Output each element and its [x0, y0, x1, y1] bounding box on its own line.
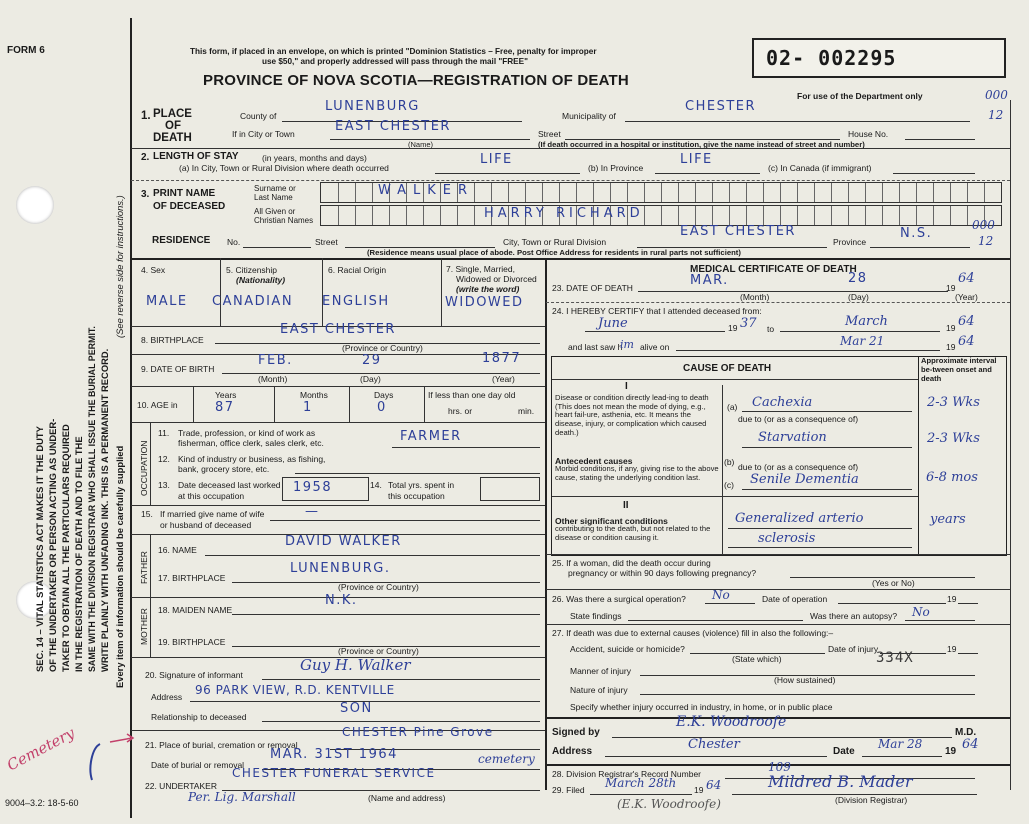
q25-label-2: pregnancy or within 90 days following pregnancy?: [568, 568, 757, 578]
mother-side-div: [150, 597, 151, 657]
q29-label: 29. Filed: [552, 785, 585, 795]
dob-day-label: (Day): [360, 374, 381, 384]
other-1-value: Generalized arterio: [735, 511, 864, 526]
undertaker-value: CHESTER FUNERAL SERVICE: [232, 766, 436, 780]
op-year-line: [958, 603, 978, 604]
dob-month-label: (Month): [258, 374, 288, 384]
citizen-label-2: (Nationality): [236, 275, 286, 285]
cause-b-label: (b): [724, 457, 735, 467]
address-value: Chester: [688, 737, 740, 752]
city-label: If in City or Town: [232, 129, 295, 139]
mail-notice-1: This form, if placed in an envelope, on which is printed "Dominion Statistics – Free, penalty for improper: [190, 47, 597, 56]
marital-label-3: (write the word): [456, 284, 520, 294]
spouse-label-1: If married give name of wife: [160, 509, 265, 519]
stay-b-line: [655, 173, 760, 174]
birthplace-value: EAST CHESTER: [280, 322, 396, 337]
marital-value: WIDOWED: [445, 295, 524, 310]
father-name-label: 16. NAME: [158, 545, 197, 555]
residence-no-label: No.: [227, 237, 241, 247]
occ-side-div: [150, 422, 151, 505]
age-months-label: Months: [300, 390, 328, 400]
q23-year-label: (Year): [955, 292, 978, 302]
injury-year-prefix: 19: [947, 644, 957, 654]
house-label: House No.: [848, 129, 889, 139]
footer-code: 9004–3.2: 18-5-60: [5, 798, 79, 808]
dept-use-label: For use of the Department only: [797, 91, 923, 101]
q13-box: [282, 477, 369, 501]
autopsy-line: [905, 620, 975, 621]
date-year-value: 64: [962, 737, 979, 752]
nature-label: Nature of injury: [570, 685, 628, 695]
mid-divider: [545, 258, 547, 790]
place-num: 1.: [141, 110, 151, 122]
margin-arrow-icon: [80, 728, 140, 788]
place-label-3: DEATH: [153, 132, 192, 144]
stay-c-line: [893, 173, 975, 174]
cause-a-interval: 2-3 Wks: [927, 395, 980, 410]
father-side-div: [150, 534, 151, 597]
mother-maiden-label: 18. MAIDEN NAME: [158, 605, 233, 615]
q24-from-year: 37: [740, 316, 757, 331]
racial-value: ENGLISH: [322, 294, 390, 309]
q14-box: [480, 477, 540, 501]
stay-c-label: (c) In Canada (if immigrant): [768, 163, 872, 173]
residence-province-label: Province: [833, 237, 867, 247]
q26-value: No: [712, 588, 730, 602]
residence-city-value: EAST CHESTER: [680, 224, 796, 239]
father-birth-label: 17. BIRTHPLACE: [158, 573, 226, 583]
other-line-2: [728, 547, 912, 548]
stay-b-label: (b) In Province: [588, 163, 644, 173]
surname-value: WALKER: [378, 183, 475, 198]
registration-number-box: [752, 38, 1006, 78]
side-instructions-4: IN THE REGISTRATION OF DEATH AND TO FILE THE: [73, 436, 84, 672]
age-years-label: Years: [215, 390, 237, 400]
q24-to-value: March: [845, 314, 888, 329]
place-label-2: OF: [165, 120, 181, 132]
residence-city-label: City, Town or Rural Division: [503, 237, 607, 247]
record-stamp: 334X: [876, 650, 914, 666]
state-which-label: (State which): [732, 654, 782, 664]
last-saw-line: [676, 350, 940, 351]
cause-c-value: Senile Dementia: [750, 472, 859, 487]
spouse-label-2: or husband of deceased: [160, 520, 252, 530]
cause-a-value: Cachexia: [752, 395, 813, 410]
roman-1: I: [625, 381, 628, 392]
antecedent-label: Antecedent causes: [555, 456, 633, 466]
residence-label: RESIDENCE: [152, 235, 211, 246]
q23-day-value: 28: [848, 271, 868, 286]
min-label: min.: [518, 406, 535, 416]
county-value: LUNENBURG: [325, 99, 420, 114]
q29-value: March 28th: [605, 776, 677, 790]
age-days-value: 0: [377, 400, 387, 415]
hrs-label: hrs. or: [448, 406, 473, 416]
cause-header: CAUSE OF DEATH: [683, 363, 772, 374]
sep-8: [131, 505, 545, 506]
cause-a-label: (a): [727, 402, 738, 412]
mother-birth-note: (Province or Country): [338, 646, 419, 656]
page-title: PROVINCE OF NOVA SCOTIA—REGISTRATION OF DEATH: [203, 72, 629, 89]
registrar-signature: Mildred B. Mader: [768, 772, 913, 791]
residence-street-label: Street: [315, 237, 338, 247]
q14-label-1: Total yrs. spent in: [388, 480, 455, 490]
stay-a-label: (a) In City, Town or Rural Division where death occurred: [179, 163, 389, 173]
burial-date-label: Date of burial or removal: [151, 760, 245, 770]
q23-label: 23. DATE OF DEATH: [552, 283, 633, 293]
due-to-1: due to (or as a consequence of): [738, 414, 859, 424]
informant-addr-label: Address: [151, 692, 183, 702]
age-days-label: Days: [374, 390, 394, 400]
q23-year-value: 64: [958, 271, 975, 286]
birthplace-label: 8. BIRTHPLACE: [141, 335, 204, 345]
cause-b-value: Starvation: [758, 430, 827, 445]
informant-sig-label: 20. Signature of informant: [145, 670, 243, 680]
antecedent-note: Morbid conditions, if any, giving rise to the above cause, stating the underlying condition last.: [555, 464, 719, 482]
q23-day-label: (Day): [848, 292, 869, 302]
name-num: 3.: [141, 189, 150, 200]
dob-day-value: 29: [362, 353, 382, 368]
side-instructions-5: SAME WITH THE DIVISION REGISTRAR WHO SHALL ISSUE THE BURIAL PERMIT.: [87, 326, 97, 672]
stay-b-value: LIFE: [680, 152, 713, 167]
dob-label: 9. DATE OF BIRTH: [141, 364, 215, 374]
date-line: [862, 756, 942, 757]
stay-a-line: [435, 173, 580, 174]
other-note: contributing to the death, but not related to the disease or condition causing it.: [555, 524, 711, 542]
street-label: Street: [538, 129, 561, 139]
last-saw-label: and last saw h: [568, 342, 623, 352]
op-date-label: Date of operation: [762, 594, 828, 604]
given-names-value: HARRY RICHARD: [484, 206, 644, 221]
q23-month-value: MAR.: [690, 273, 729, 288]
informant-rel-line: [262, 721, 540, 722]
sex-label: 4. Sex: [141, 265, 166, 275]
res-prov-line: [870, 247, 970, 248]
q24-label: 24. I HEREBY CERTIFY that I attended deceased from:: [552, 306, 762, 316]
q13-label-1: Date deceased last worked: [178, 480, 281, 490]
disease-label: Disease or condition directly lead-ing to death (This does not mean the mode of dying, e.g., heart fail-ure, asthenia, etc. It means the disease, injury, or complication which caused death.): [555, 393, 709, 437]
date-value: Mar 28: [878, 737, 923, 751]
county-label: County of: [240, 111, 277, 121]
q24-from-value: June: [598, 316, 628, 331]
q12-line: [295, 473, 540, 474]
cause-sep-2: [552, 496, 918, 497]
stay-units: (in years, months and days): [262, 153, 367, 163]
occupation-side-label: OCCUPATION: [139, 440, 149, 496]
roman-2: II: [623, 500, 629, 511]
last-saw-nineteen: 19: [946, 342, 956, 352]
birthplace-note: (Province or Country): [342, 343, 423, 353]
dob-month-value: FEB.: [258, 353, 293, 368]
op-year-prefix: 19: [947, 594, 957, 604]
registrar-label: (Division Registrar): [835, 795, 908, 805]
q23-month-label: (Month): [740, 292, 770, 302]
stay-label: LENGTH OF STAY: [153, 151, 239, 162]
address-label: Address: [552, 746, 593, 757]
side-instructions-8: (See reverse side for instructions.): [114, 195, 125, 338]
address-line: [605, 756, 827, 757]
municipality-line: [625, 121, 970, 122]
side-instructions-1: SEC. 14 – VITAL STATISTICS ACT MAKES IT THE DUTY: [34, 426, 45, 672]
municipality-value: CHESTER: [685, 99, 757, 114]
municipality-label: Municipality of: [562, 111, 616, 121]
nature-line: [640, 694, 975, 695]
state-findings-line: [628, 620, 803, 621]
interval-header: Approximate interval be-tween onset and death: [921, 356, 997, 383]
sep-r2: [546, 554, 1010, 555]
side-instructions-3: TAKER TO OBTAIN ALL THE PARTICULARS REQUIRED: [60, 424, 71, 672]
undertaker-name-addr-label: (Name and address): [368, 793, 446, 803]
q12-label-2: bank, grocery store, etc.: [178, 464, 270, 474]
father-name-value: DAVID WALKER: [285, 534, 402, 549]
q26-line: [705, 603, 755, 604]
sep-1: [131, 148, 1010, 149]
dept-code-1: 000: [985, 88, 1008, 102]
specify-label: Specify whether injury occurred in industry, in home, or in public place: [570, 702, 833, 712]
cause-c-label: (c): [724, 480, 734, 490]
burial-place-value: CHESTER Pine Grove: [342, 725, 494, 739]
less-day-label: If less than one day old: [428, 390, 516, 400]
q11-label-2: fisherman, office clerk, sales clerk, etc.: [178, 438, 324, 448]
father-name-line: [205, 555, 540, 556]
q11-line: [392, 447, 540, 448]
q25-label-1: 25. If a woman, did the death occur during: [552, 558, 711, 568]
signed-value: E.K. Woodroofe: [676, 714, 787, 730]
q12-label-1: Kind of industry or business, as fishing,: [178, 454, 326, 464]
cause-a-line: [742, 411, 912, 412]
age-months-value: 1: [303, 400, 313, 415]
side-instructions-2: OF THE UNDERTAKER OR PERSON ACTING AS UNDER-: [47, 418, 58, 672]
q12-num: 12.: [158, 454, 170, 464]
punch-hole-top: [16, 186, 54, 224]
given-names-grid: [320, 205, 1002, 226]
q26-label: 26. Was there a surgical operation?: [552, 594, 686, 604]
father-birth-note: (Province or Country): [338, 582, 419, 592]
woodroofe-note: (E.K. Woodroofe): [617, 797, 721, 811]
side-instructions-6: WRITE PLAINLY WITH UNFADING INK. THIS IS A PERMANENT RECORD.: [99, 348, 110, 672]
q11-value: FARMER: [400, 429, 462, 444]
name-label-1: PRINT NAME: [153, 188, 216, 199]
last-saw-him: im: [620, 338, 634, 351]
sep-r1: [546, 302, 1010, 303]
burial-date-value: MAR. 31ST 1964: [270, 747, 398, 762]
residence-note: (Residence means usual place of abode. Post Office Address for residents in rural parts not sufficient): [367, 248, 741, 257]
dept-code-2: 12: [988, 108, 1004, 122]
q13-label-2: at this occupation: [178, 491, 245, 501]
other-2-value: sclerosis: [758, 531, 816, 546]
side-instructions-7: Every item of information should be carefully supplied: [114, 445, 125, 688]
accident-label: Accident, suicide or homicide?: [570, 644, 685, 654]
city-name-note: (Name): [408, 140, 434, 149]
q14-num: 14.: [370, 480, 382, 490]
q29-year-prefix: 19: [694, 785, 704, 795]
undertaker-per: Per. Lig. Marshall: [188, 790, 296, 804]
q24-to-label: to: [767, 324, 775, 334]
q29-year-value: 64: [706, 778, 722, 792]
manner-label: Manner of injury: [570, 666, 631, 676]
sep-r3: [546, 589, 1010, 590]
age-years-value: 87: [215, 400, 235, 415]
op-date-line: [838, 603, 946, 604]
other-interval: years: [930, 512, 966, 527]
dept-code-4: 12: [978, 234, 994, 248]
mother-birth-label: 19. BIRTHPLACE: [158, 637, 226, 647]
dob-year-value: 1877: [482, 351, 522, 366]
q24-to-line: [780, 331, 940, 332]
sep-2: [131, 180, 1010, 181]
spouse-num: 15.: [141, 509, 153, 519]
sep-r4: [546, 624, 1010, 625]
given-label-2: Christian Names: [254, 216, 314, 225]
q28-value: 109: [768, 760, 791, 774]
undertaker-label: 22. UNDERTAKER: [145, 781, 217, 791]
cause-b-line: [742, 447, 912, 448]
last-saw-year: 64: [958, 334, 975, 349]
marital-label-2: Widowed or Divorced: [456, 274, 537, 284]
autopsy-value: No: [912, 605, 930, 619]
mail-notice-2: use $50," and properly addressed will pass through the mail "FREE": [262, 57, 528, 66]
spouse-value: —: [305, 504, 320, 519]
q24-from-line: [585, 331, 725, 332]
q24-to-nineteen: 19: [946, 323, 956, 333]
md-label: M.D.: [955, 727, 977, 738]
place-label-1: PLACE: [153, 108, 192, 120]
date-label: Date: [833, 746, 855, 757]
form-right-border: [1010, 100, 1011, 790]
informant-sig-value: Guy H. Walker: [300, 656, 411, 674]
c4-div-3: [441, 258, 442, 326]
house-line: [905, 139, 975, 140]
mother-maiden-value: N.K.: [325, 593, 358, 608]
q28-label: 28. Division Registrar's Record Number: [552, 769, 702, 779]
father-side-label: FATHER: [139, 551, 149, 584]
hospital-note: (If death occurred in a hospital or institution, give the name instead of street and number): [538, 140, 865, 149]
name-label-2: OF DECEASED: [153, 201, 226, 212]
q11-num: 11.: [158, 428, 170, 438]
informant-rel-label: Relationship to deceased: [151, 712, 247, 722]
age-label: 10. AGE in: [137, 400, 178, 410]
father-birth-value: LUNENBURG.: [290, 561, 391, 576]
given-label-1: All Given or: [254, 207, 296, 216]
sep-7: [131, 422, 545, 423]
burial-cemetery-note: cemetery: [478, 752, 535, 766]
c4-div-1: [220, 258, 221, 326]
other-line-1: [728, 528, 912, 529]
last-saw-value: Mar 21: [840, 334, 885, 348]
q27-label: 27. If death was due to external causes (violence) fill in also the following:–: [552, 628, 834, 638]
autopsy-label: Was there an autopsy?: [810, 611, 898, 621]
c4-div-2: [322, 258, 323, 326]
mother-side-label: MOTHER: [139, 608, 149, 645]
spouse-line: [270, 520, 540, 521]
q11-label-1: Trade, profession, or kind of work as: [178, 428, 316, 438]
q24-from-nineteen: 19: [728, 323, 738, 333]
q24-to-year: 64: [958, 314, 975, 329]
informant-addr-value: 96 PARK VIEW, R.D. KENTVILLE: [195, 683, 395, 697]
informant-rel-value: SON: [340, 701, 373, 716]
surname-label-1: Surname or: [254, 184, 296, 193]
informant-sig-line: [262, 679, 540, 680]
q23-line: [638, 291, 948, 292]
citizen-value: CANADIAN: [212, 294, 294, 309]
form-number: FORM 6: [7, 45, 45, 56]
q13-num: 13.: [158, 480, 170, 490]
cause-b-interval: 2-3 Wks: [927, 431, 980, 446]
dob-year-label: (Year): [492, 374, 515, 384]
city-value: EAST CHESTER: [335, 119, 451, 134]
q13-value: 1958: [293, 480, 333, 495]
registration-number: 02- 002295: [766, 46, 897, 70]
cause-c-interval: 6-8 mos: [926, 470, 978, 485]
citizen-label-1: 5. Citizenship: [226, 265, 278, 275]
stay-num: 2.: [141, 152, 150, 163]
q23-year-prefix: 19: [946, 283, 956, 293]
how-sustained-label: (How sustained): [774, 675, 836, 685]
sex-value: MALE: [146, 294, 188, 309]
mother-maiden-line: [232, 614, 540, 615]
form-left-border: [130, 18, 132, 818]
other-label: Other significant conditions: [555, 516, 668, 526]
cause-c-line: [742, 489, 912, 490]
marital-label-1: 7. Single, Married,: [446, 264, 515, 274]
medical-header: MEDICAL CERTIFICATE OF DEATH: [690, 264, 857, 275]
surname-label-2: Last Name: [254, 193, 293, 202]
due-to-2: due to (or as a consequence of): [738, 462, 859, 472]
dept-code-3: 000: [972, 218, 995, 232]
alive-on-label: alive on: [640, 342, 670, 352]
injury-year-line: [958, 653, 978, 654]
injury-date-label: Date of injury: [828, 644, 879, 654]
residence-province-value: N.S.: [900, 226, 933, 241]
stay-a-value: LIFE: [480, 152, 513, 167]
margin-cemetery-note: Cemetery: [3, 723, 78, 775]
burial-place-label: 21. Place of burial, cremation or removal: [145, 740, 298, 750]
yes-no-label: (Yes or No): [872, 578, 915, 588]
signed-by-label: Signed by: [552, 727, 600, 738]
res-no-line: [243, 247, 311, 248]
date-year-prefix: 19: [945, 746, 957, 757]
q29-line: [590, 794, 692, 795]
racial-label: 6. Racial Origin: [328, 265, 387, 275]
sep-3: [131, 258, 1010, 260]
state-findings-label: State findings: [570, 611, 622, 621]
q14-label-2: this occupation: [388, 491, 445, 501]
